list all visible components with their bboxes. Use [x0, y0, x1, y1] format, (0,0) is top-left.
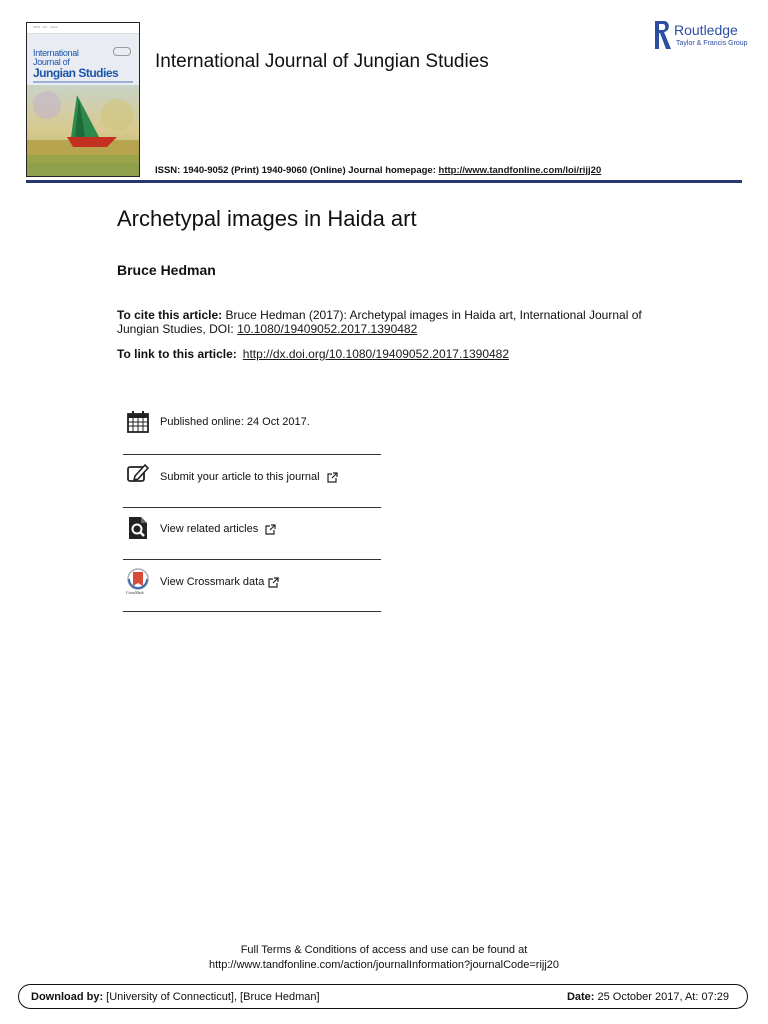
terms-link[interactable]: http://www.tandfonline.com/action/journalInformation?journalCode=rijj20: [208, 959, 560, 971]
journal-cover-image: [26, 22, 140, 177]
crossmark-text[interactable]: View Crossmark data: [160, 576, 265, 588]
citation-block: [117, 308, 677, 336]
article-author: Bruce Hedman: [117, 262, 216, 278]
doi-link[interactable]: 10.1080/19409052.2017.1390482: [237, 322, 418, 336]
submit-article-text[interactable]: Submit your article to this journal: [160, 471, 320, 483]
article-title: Archetypal images in Haida art: [117, 206, 417, 231]
terms-notice: [0, 943, 768, 973]
crossmark-caption: CrossMark: [126, 590, 144, 595]
journal-title: International Journal of Jungian Studies: [155, 51, 489, 72]
cover-title-line2: Journal of: [33, 57, 70, 67]
crossmark-label[interactable]: [160, 576, 279, 588]
cover-subtitle-bar: [33, 81, 133, 83]
related-articles-label[interactable]: [160, 523, 276, 535]
cover-badge: [113, 47, 131, 56]
download-date-value: 25 October 2017, At: 07:29: [594, 991, 729, 1003]
external-link-icon: [327, 472, 338, 483]
edit-icon: [127, 462, 149, 486]
external-link-icon: [265, 524, 276, 535]
crossmark-item[interactable]: [123, 560, 381, 613]
cite-label: To cite this article:: [117, 308, 223, 322]
cover-painting: [27, 85, 139, 176]
publisher-group: Taylor & Francis Group: [676, 40, 748, 47]
terms-line1: Full Terms & Conditions of access and use can be found at: [240, 944, 528, 956]
submit-article-item[interactable]: [123, 456, 381, 509]
submit-article-label[interactable]: [160, 471, 338, 483]
link-label: To link to this article:: [117, 347, 237, 361]
related-articles-item[interactable]: [123, 508, 381, 561]
cover-title-line3: Jungian Studies: [33, 66, 119, 80]
issn-text: ISSN: 1940-9052 (Print) 1940-9060 (Online) Journal homepage:: [155, 165, 439, 176]
routledge-r-icon: [653, 20, 673, 50]
download-by-label: Download by:: [31, 991, 104, 1003]
cover-small-text: ISSN · Vol. · Issue: [33, 25, 58, 29]
publisher-logo[interactable]: [653, 20, 748, 52]
article-link-line: [117, 347, 509, 361]
journal-homepage-link[interactable]: http://www.tandfonline.com/loi/rijj20: [438, 165, 602, 176]
divider: [123, 611, 381, 612]
download-by: [31, 991, 320, 1003]
download-info-bar: [18, 984, 748, 1009]
article-url-link[interactable]: http://dx.doi.org/10.1080/19409052.2017.1390482: [242, 347, 510, 361]
published-online-item: [123, 402, 381, 455]
search-document-icon: [127, 516, 149, 540]
divider: [123, 454, 381, 455]
cite-text: Bruce Hedman (2017): Archetypal images in Haida art, International Journal of Jungian Studies, DOI:: [117, 308, 642, 336]
related-articles-text[interactable]: View related articles: [160, 523, 259, 535]
cover-title-line1: International: [33, 48, 79, 58]
download-date: [567, 991, 729, 1003]
published-online-label: Published online: 24 Oct 2017.: [160, 416, 310, 428]
external-link-icon: [268, 577, 279, 588]
download-date-label: Date:: [566, 991, 595, 1003]
header-divider: [26, 180, 742, 183]
issn-line: [155, 165, 601, 176]
publisher-name: Routledge: [674, 22, 738, 38]
calendar-icon: [127, 410, 149, 434]
download-by-value: [University of Connecticut], [Bruce Hedman]: [103, 991, 320, 1003]
